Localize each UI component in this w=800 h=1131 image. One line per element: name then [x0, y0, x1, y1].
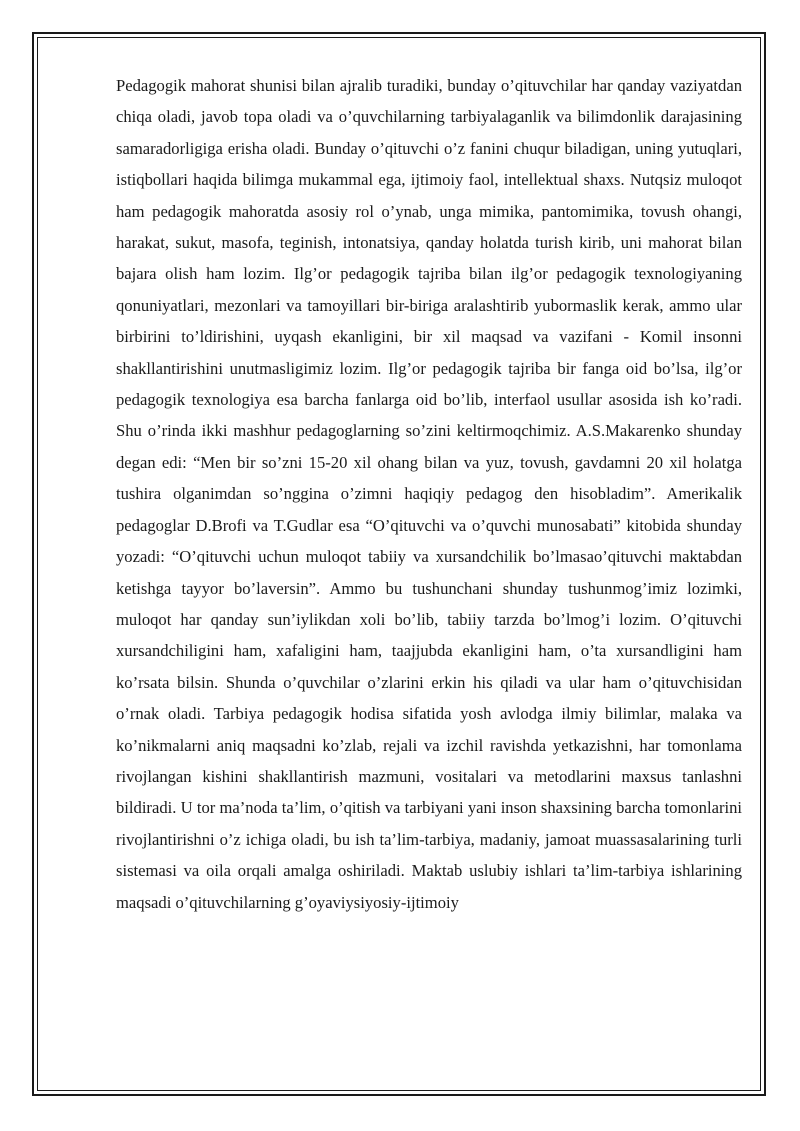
body-paragraph: Pedagogik mahorat shunisi bilan ajralib turadiki, bunday o’qituvchilar har qanday vaziyatdan chiqa oladi, javob topa oladi va o’quvchilarning tarbiyalaganlik va bilimdonlik darajasining samaradorligiga erisha oladi. Bunday o’qituvchi o’z fanini chuqur biladigan, uning yutuqlari, istiqbollari haqida bilimga mukammal ega, ijtimoiy faol, intellektual shaxs. Nutqsiz muloqot ham pedagogik mahoratda asosiy rol o’ynab, unga mimika, pantomimika, tovush ohangi, harakat, sukut, masofa, teginish, intonatsiya, qanday holatda turish kirib, uni mahorat bilan bajara olish ham lozim. Ilg’or pedagogik tajriba bilan ilg’or pedagogik texnologiyaning qonuniyatlari, mezonlari va tamoyillari bir-biriga aralashtirib yubormaslik kerak, ammo ular birbirini to’ldirishini, uyqash ekanligini, bir xil maqsad va vazifani - Komil insonni shakllantirishini unutmasligimiz lozim. Ilg’or pedagogik tajriba bir fanga oid bo’lsa, ilg’or pedagogik texnologiya esa barcha fanlarga oid bo’lib, interfaol usullar asosida ish ko’radi. Shu o’rinda ikki mashhur pedagoglarning so’zini keltirmoqchimiz. A.S.Makarenko shunday degan edi: “Men bir so’zni 15-20 xil ohang bilan va yuz, tovush, gavdamni 20 xil holatga tushira olganimdan so’nggina o’zimni haqiqiy pedagog den hisobladim”. Amerikalik pedagoglar D.Brofi va T.Gudlar esa “O’qituvchi va o’quvchi munosabati” kitobida shunday yozadi: “O’qituvchi uchun muloqot tabiiy va xursandchilik bo’lmasao’qituvchi maktabdan ketishga tayyor bo’laversin”. Ammo bu tushunchani shunday tushunmog’imiz lozimki, muloqot har qanday sun’iylikdan xoli bo’lib, tabiiy tarzda bo’lmog’i lozim. O’qituvchi xursandchiligini ham, xafaligini ham, taajjubda ekanligini ham, o’ta xursandligini ham ko’rsata bilsin. Shunda o’quvchilar o’zlarini erkin his qiladi va ular ham o’qituvchisidan o’rnak oladi. Tarbiya pedagogik hodisa sifatida yosh avlodga ilmiy bilimlar, malaka va ko’nikmalarni aniq maqsadni ko’zlab, rejali va izchil ravishda yetkazishni, har tomonlama rivojlangan kishini shakllantirish mazmuni, vositalari va metodlarini maxsus tanlashni bildiradi. U tor ma’noda ta’lim, o’qitish va tarbiyani yani inson shaxsining barcha tomonlarini rivojlantirishni o’z ichiga oladi, bu ish ta’lim-tarbiya, madaniy, jamoat muassasalarining turli sistemasi va oila orqali amalga oshiriladi. Maktab uslubiy ishlari ta’lim-tarbiya ishlarining maqsadi o’qituvchilarning g’oyaviysiyosiy-ijtimoiy — [116, 76, 742, 912]
